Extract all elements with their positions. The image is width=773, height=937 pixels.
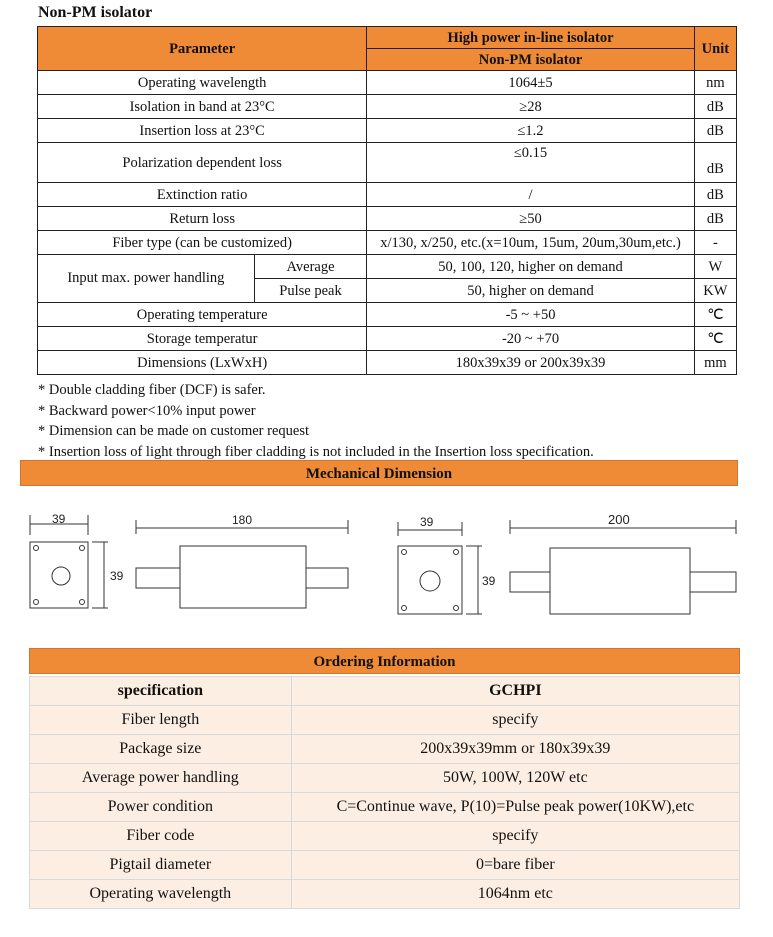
notes [38, 380, 594, 462]
param-cell: Operating wavelength [38, 71, 367, 95]
table-row [38, 231, 737, 255]
spec-cell: Average power handling [30, 764, 292, 793]
header-parameter: Parameter [38, 27, 367, 71]
table-row [30, 880, 740, 909]
unit-cell: dB [694, 119, 736, 143]
value-cell: ≥50 [367, 207, 694, 231]
value-cell: ≥28 [367, 95, 694, 119]
note-item: * Insertion loss of light through fiber cladding is not included in the Insertion loss specification. [38, 443, 594, 460]
table-row [30, 822, 740, 851]
spec-header: specification [30, 677, 292, 706]
value-cell: specify [291, 822, 739, 851]
unit-cell: dB [694, 183, 736, 207]
value-cell: -20 ~ +70 [367, 327, 694, 351]
table-row [30, 764, 740, 793]
dim-width-2: 39 [420, 515, 434, 529]
value-cell: x/130, x/250, etc.(x=10um, 15um, 20um,30um,etc.) [367, 231, 694, 255]
spec-table [37, 26, 737, 375]
spec-cell: Fiber length [30, 706, 292, 735]
param-cell: Storage temperatur [38, 327, 367, 351]
param-cell: Dimensions (LxWxH) [38, 351, 367, 375]
value-cell: 180x39x39 or 200x39x39 [367, 351, 694, 375]
unit-cell: dB [694, 207, 736, 231]
table-row [38, 327, 737, 351]
header-product-line2: Non-PM isolator [367, 49, 694, 71]
table-row [30, 677, 740, 706]
unit-cell: nm [694, 71, 736, 95]
value-cell: C=Continue wave, P(10)=Pulse peak power(10KW),etc [291, 793, 739, 822]
code-header: GCHPI [291, 677, 739, 706]
spec-cell: Power condition [30, 793, 292, 822]
table-row [38, 303, 737, 327]
table-row [30, 706, 740, 735]
pulse-value: 50, higher on demand [367, 279, 694, 303]
pulse-unit: KW [694, 279, 736, 303]
table-row [38, 255, 737, 279]
dim-width-1: 39 [52, 512, 66, 526]
table-row [38, 207, 737, 231]
spec-cell: Operating wavelength [30, 880, 292, 909]
average-label: Average [254, 255, 367, 279]
table-row [38, 95, 737, 119]
param-cell: Isolation in band at 23°C [38, 95, 367, 119]
unit-cell: dB [694, 143, 736, 183]
value-cell: specify [291, 706, 739, 735]
header-product-line1: High power in-line isolator [367, 27, 694, 49]
unit-cell: ℃ [694, 303, 736, 327]
mechanical-dimension-header: Mechanical Dimension [20, 460, 738, 486]
table-row [30, 851, 740, 880]
power-handling-label: Input max. power handling [38, 255, 255, 303]
table-row [30, 735, 740, 764]
note-item: * Dimension can be made on customer request [38, 423, 309, 439]
value-cell: ≤0.15 [367, 143, 694, 183]
dim-length-1: 180 [232, 513, 253, 527]
param-cell: Insertion loss at 23°C [38, 119, 367, 143]
table-row [38, 183, 737, 207]
ordering-table [29, 676, 740, 909]
table-row [38, 143, 737, 183]
dim-height-1: 39 [110, 569, 124, 583]
note-item: * Backward power<10% input power [38, 402, 256, 419]
value-cell: -5 ~ +50 [367, 303, 694, 327]
value-cell: 0=bare fiber [291, 851, 739, 880]
table-row [38, 351, 737, 375]
value-cell: 1064±5 [367, 71, 694, 95]
unit-cell: ℃ [694, 327, 736, 351]
mechanical-drawing [0, 490, 773, 640]
spec-cell: Fiber code [30, 822, 292, 851]
param-cell: Extinction ratio [38, 183, 367, 207]
dim-length-2: 200 [608, 512, 630, 527]
param-cell: Polarization dependent loss [38, 143, 367, 183]
table-row [38, 71, 737, 95]
param-cell: Operating temperature [38, 303, 367, 327]
ordering-information-header: Ordering Information [29, 648, 740, 674]
value-cell: ≤1.2 [367, 119, 694, 143]
unit-cell: - [694, 231, 736, 255]
value-cell: 200x39x39mm or 180x39x39 [291, 735, 739, 764]
table-row [38, 119, 737, 143]
page-title: Non-PM isolator [38, 4, 153, 21]
pulse-label: Pulse peak [254, 279, 367, 303]
average-value: 50, 100, 120, higher on demand [367, 255, 694, 279]
unit-cell: mm [694, 351, 736, 375]
param-cell: Fiber type (can be customized) [38, 231, 367, 255]
value-cell: / [367, 183, 694, 207]
spec-cell: Package size [30, 735, 292, 764]
table-row [30, 793, 740, 822]
average-unit: W [694, 255, 736, 279]
value-cell: 1064nm etc [291, 880, 739, 909]
param-cell: Return loss [38, 207, 367, 231]
header-unit: Unit [694, 27, 736, 71]
unit-cell: dB [694, 95, 736, 119]
spec-cell: Pigtail diameter [30, 851, 292, 880]
dim-height-2: 39 [482, 574, 496, 588]
value-cell: 50W, 100W, 120W etc [291, 764, 739, 793]
note-item: * Double cladding fiber (DCF) is safer. [38, 382, 266, 398]
